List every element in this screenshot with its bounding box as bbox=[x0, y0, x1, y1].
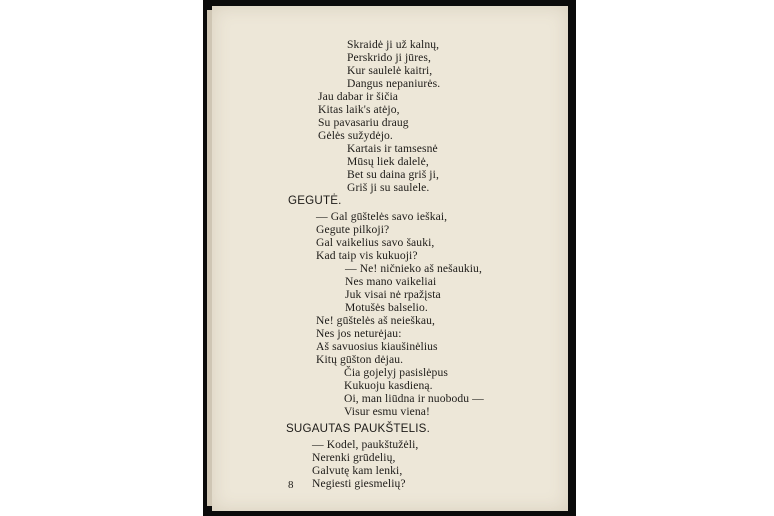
poem-line: Bet su daina griš ji, bbox=[347, 168, 439, 181]
poem-line: Perskrido ji jūres, bbox=[347, 51, 432, 64]
poem-line: Gal vaikelius savo šauki, bbox=[316, 236, 435, 249]
poem-line: — Kodel, paukštužėli, bbox=[312, 438, 419, 451]
poem-title: GEGUTĖ. bbox=[288, 194, 342, 207]
poem-line: Oi, man liūdna ir nuobodu — bbox=[344, 392, 484, 405]
poem-line: Kitų gūšton dėjau. bbox=[316, 353, 404, 366]
poem-title: SUGAUTAS PAUKŠTELIS. bbox=[286, 422, 431, 435]
poem-line: — Gal gūštelės savo ieškai, bbox=[316, 210, 448, 223]
poem-line: Negiesti giesmelių? bbox=[312, 477, 406, 490]
poem-line: Griš ji su saulele. bbox=[347, 181, 430, 194]
poem-line: Nes jos neturėjau: bbox=[316, 327, 402, 340]
poem-line: Dangus nepaniurės. bbox=[347, 77, 441, 90]
poem-line: Gegute pilkoji? bbox=[316, 223, 390, 236]
poem-line: — Ne! ničnieko aš nešaukiu, bbox=[345, 262, 482, 275]
poem-line: Kukuoju kasdieną. bbox=[344, 379, 433, 392]
poem-line: Su pavasariu draug bbox=[318, 116, 409, 129]
poem-line: Ne! gūštelės aš neieškau, bbox=[316, 314, 436, 327]
poem-line: Čia gojelyj pasislėpus bbox=[344, 366, 448, 379]
poem-line: Gėlės sužydėjo. bbox=[318, 129, 393, 142]
poem-line: Visur esmu viena! bbox=[344, 405, 431, 418]
poem-line: Aš savuosius kiaušinėlius bbox=[316, 340, 438, 353]
poem-line: Kitas laik's atėjo, bbox=[318, 103, 400, 116]
poem-line: Juk visai nė rpažįsta bbox=[345, 288, 441, 301]
poem-line: Skraidė ji už kalnų, bbox=[347, 38, 440, 51]
poem-line: Mūsų liek dalelė, bbox=[347, 155, 429, 168]
poem-line: Kur saulelė kaitri, bbox=[347, 64, 433, 77]
poem-line: Nerenki grūdelių, bbox=[312, 451, 396, 464]
poem-line: Galvutę kam lenki, bbox=[312, 464, 403, 477]
page-number: 8 bbox=[288, 479, 294, 491]
poem-line: Jau dabar ir šičia bbox=[318, 90, 399, 103]
poem-line: Kad taip vis kukuoji? bbox=[316, 249, 418, 262]
poem-line: Kartais ir tamsesnė bbox=[347, 142, 438, 155]
poem-line: Motušės balselio. bbox=[345, 301, 428, 314]
poem-line: Nes mano vaikeliai bbox=[345, 275, 437, 288]
